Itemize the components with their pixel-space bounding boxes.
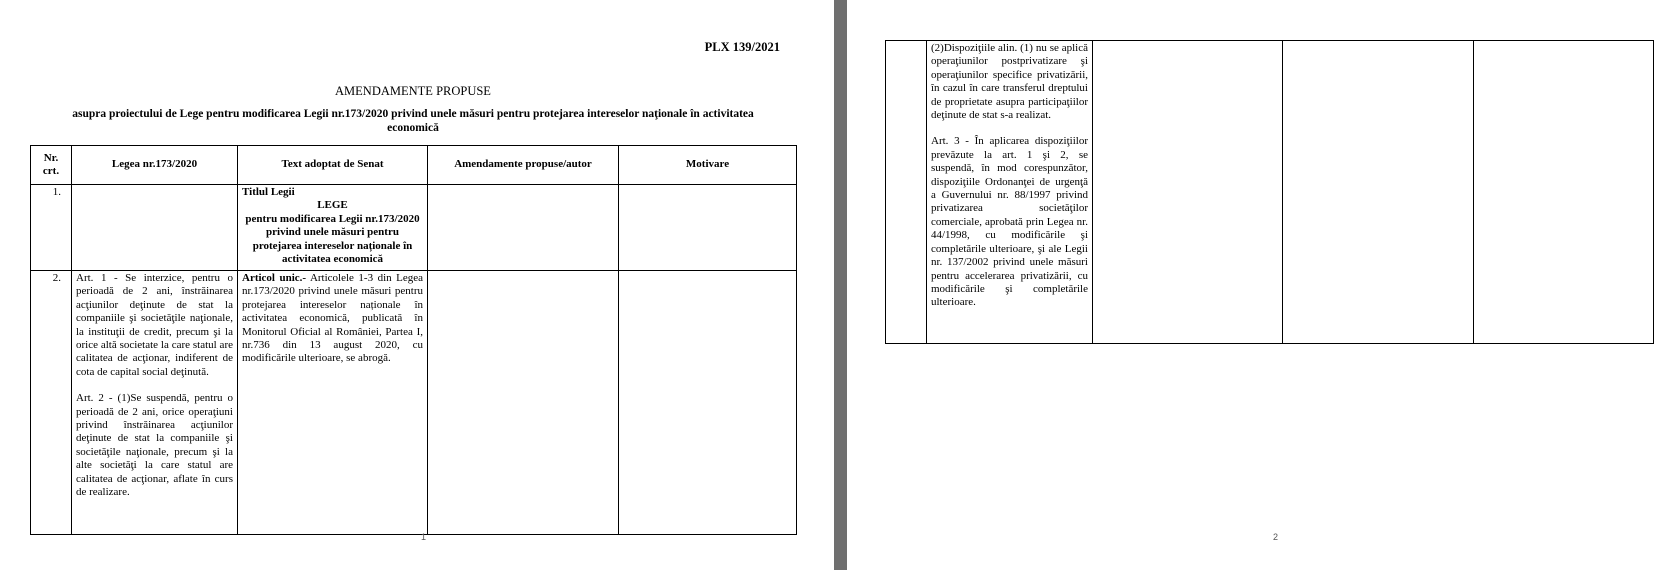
cell-amendamente bbox=[1283, 41, 1474, 344]
page-number: 1 bbox=[421, 532, 427, 542]
table-row bbox=[31, 271, 797, 535]
cell-legea bbox=[72, 185, 238, 271]
row-number bbox=[886, 41, 927, 344]
cell-motivare bbox=[1474, 41, 1654, 344]
cell-text-senat bbox=[1093, 41, 1283, 344]
header-amendamente: Amendamente propuse/autor bbox=[428, 146, 619, 185]
senat-heading: Titlul Legii bbox=[242, 186, 295, 198]
amendments-table bbox=[30, 145, 797, 535]
table-row bbox=[31, 185, 797, 271]
lege-article-3: Art. 3 - În aplicarea dispoziţiilor prevăzute la art. 1 şi 2, se suspendă, în mod corespunzător, dispoziţiile Ordonanţei de urgenţă a Guvernului nr. 88/1997 privind privatizarea societăţilor comerciale, aprobată prin Legea nr. 44/1998, cu modificările şi completările ulterioare, şi ale Legii nr. 137/2002 privind unele măsuri pentru accelerarea privatizării, cu modificările şi completările ulterioare. bbox=[931, 135, 1088, 309]
lege-article-1: Art. 1 - Se interzice, pentru o perioadă de 2 ani, înstrăinarea acţiunilor deţinute de stat la companiile şi societăţile naţionale, la instituţii de credit, precum şi la orice altă societate la care statul are calitatea de acţionar, indiferent de cota de capital social deţinută. bbox=[76, 272, 233, 378]
cell-text-senat bbox=[238, 271, 428, 535]
page-number: 2 bbox=[1273, 532, 1279, 542]
senat-article-label: Articol unic.- bbox=[242, 272, 307, 284]
lege-article-2-para-2: (2)Dispoziţiile alin. (1) nu se aplică operaţiunilor postprivatizare şi operaţiunilor specifice privatizării, în cazul în care transferul dreptului de proprietate asupra participaţiilor deţinute de stat s-a realizat. bbox=[931, 42, 1088, 122]
cell-motivare bbox=[619, 271, 797, 535]
cell-amendamente bbox=[428, 185, 619, 271]
header-text-senat: Text adoptat de Senat bbox=[238, 146, 428, 185]
page-separator bbox=[834, 0, 847, 570]
cell-legea bbox=[72, 271, 238, 535]
amendments-table-continued bbox=[885, 40, 1654, 344]
cell-legea bbox=[927, 41, 1093, 344]
row-number: 1. bbox=[31, 185, 72, 271]
cell-amendamente bbox=[428, 271, 619, 535]
document-code: PLX 139/2021 bbox=[704, 40, 780, 54]
table-row bbox=[886, 41, 1654, 344]
header-nr-crt: Nr. crt. bbox=[31, 146, 72, 185]
cell-text-senat bbox=[238, 185, 428, 271]
senat-title: LEGE pentru modificarea Legii nr.173/2020 privind unele măsuri pentru protejarea intereselor naționale în activitatea economică bbox=[245, 199, 420, 266]
row-number: 2. bbox=[31, 271, 72, 535]
document-title: AMENDAMENTE PROPUSE bbox=[335, 84, 491, 98]
table-header-row bbox=[31, 146, 797, 185]
document-page-1 bbox=[0, 0, 834, 570]
lege-article-2: Art. 2 - (1)Se suspendă, pentru o perioadă de 2 ani, orice operaţiuni privind înstrăinarea acţiunilor deţinute de stat la companiile şi societăţile naţionale, precum şi la alte societăţi la care statul are calitatea de acţionar, aflate în curs de realizare. bbox=[76, 392, 233, 499]
senat-article-text: Articolele 1-3 din Legea nr.173/2020 privind unele măsuri pentru protejarea intereselor naționale în activitatea economică, publicată în Monitorul Oficial al României, Partea I, nr.736 din 13 august 2020, cu modificările ulterioare, se abrogă. bbox=[242, 272, 423, 365]
header-motivare: Motivare bbox=[619, 146, 797, 185]
cell-motivare bbox=[619, 185, 797, 271]
header-legea: Legea nr.173/2020 bbox=[72, 146, 238, 185]
document-subtitle: asupra proiectului de Lege pentru modificarea Legii nr.173/2020 privind unele măsuri pentru protejarea intereselor naţionale în activitatea economică bbox=[72, 108, 754, 134]
document-page-2 bbox=[847, 0, 1671, 570]
